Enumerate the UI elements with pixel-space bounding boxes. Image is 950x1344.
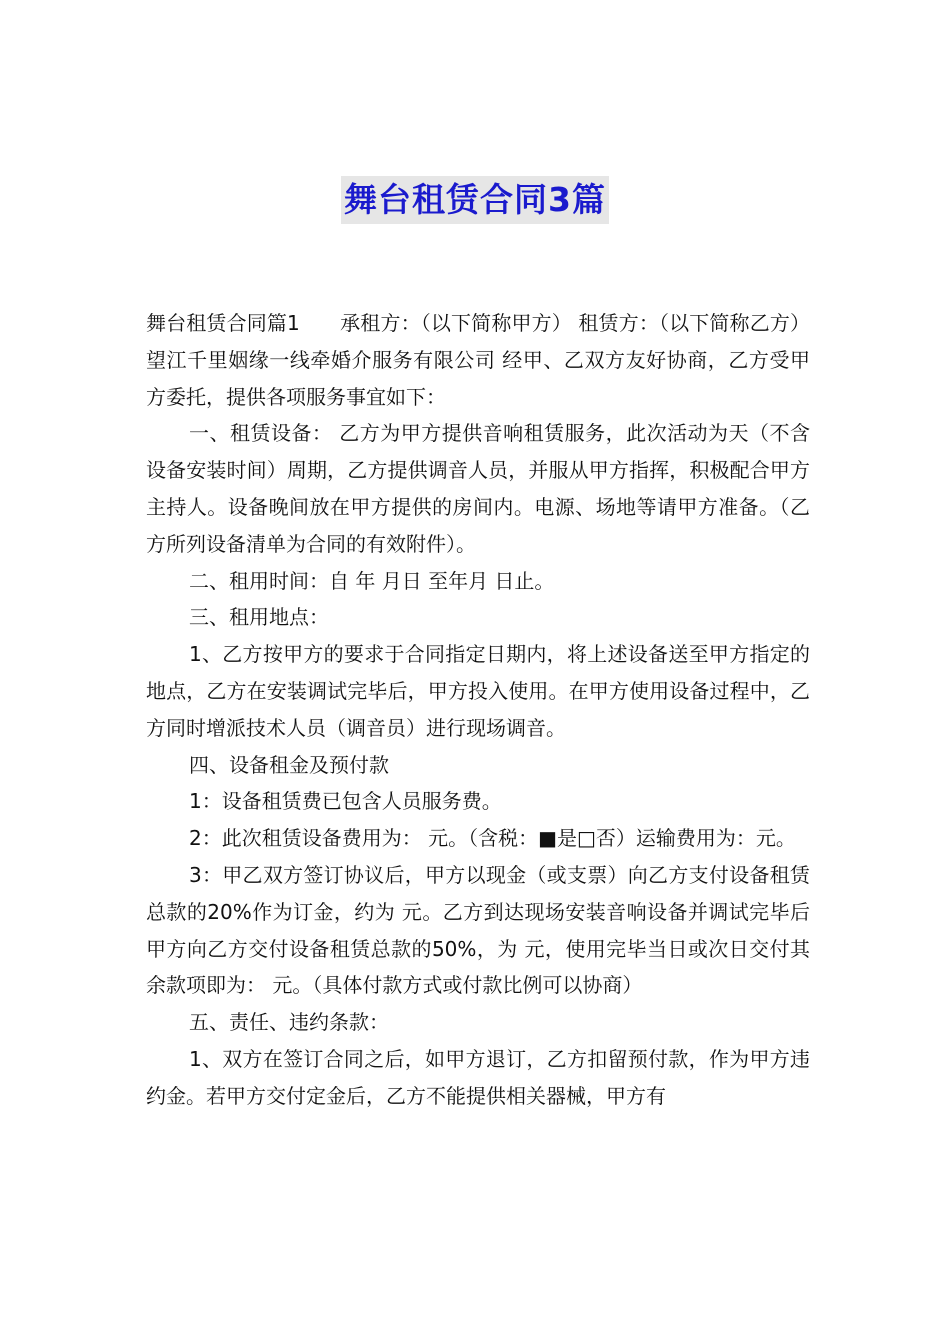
paragraph-liability-heading: 五、责任、违约条款： — [189, 1010, 389, 1035]
paragraph-location-clause-1: 1、乙方按甲方的要求于合同指定日期内，将上述设备送至甲方指定的地点，乙方在安装调试完毕后，甲方投入使用。在甲方使用设备过程中，乙方同时增派技术人员（调音员）进行现场调音。 — [146, 642, 810, 740]
document-body — [146, 305, 810, 1115]
paragraph-rental-equipment: 一、租赁设备： 乙方为甲方提供音响租赁服务，此次活动为天（不含设备安装时间）周期，乙方提供调音人员，并服从甲方指挥，积极配合甲方主持人。设备晚间放在甲方提供的房间内。电源、场地等请甲方准备。（乙方所列设备清单为合同的有效附件）。 — [146, 421, 810, 556]
paragraph-intro: 舞台租赁合同篇1 承租方：（以下简称甲方） 租赁方：（以下简称乙方） 望江千里姻缘一线牵婚介服务有限公司 经甲、乙双方友好协商，乙方受甲方委托，提供各项服务事宜如下： — [146, 311, 810, 409]
title-area — [0, 176, 950, 224]
paragraph-rent-clause-2: 2：此次租赁设备费用为： 元。（含税：■是□否）运输费用为：元。 — [189, 826, 796, 851]
paragraph-liability-clause-1: 1、双方在签订合同之后，如甲方退订，乙方扣留预付款，作为甲方违约金。若甲方交付定金后，乙方不能提供相关器械，甲方有 — [146, 1046, 810, 1108]
paragraph-rent-heading: 四、设备租金及预付款 — [189, 752, 389, 777]
paragraph-rent-clause-1: 1：设备租赁费已包含人员服务费。 — [189, 789, 502, 814]
document-title: 舞台租赁合同3篇 — [341, 176, 609, 224]
paragraph-rental-time: 二、租用时间：自 年 月日 至年月 日止。 — [189, 568, 555, 593]
paragraph-rent-clause-3: 3：甲乙双方签订协议后，甲方以现金（或支票）向乙方支付设备租赁总款的20%作为订金，约为 元。乙方到达现场安装音响设备并调试完毕后甲方向乙方交付设备租赁总款的50%，为 元，使用完毕当日或次日交付其余款项即为： 元。（具体付款方式或付款比例可以协商） — [146, 862, 810, 998]
paragraph-rental-location-heading: 三、租用地点： — [189, 605, 329, 630]
